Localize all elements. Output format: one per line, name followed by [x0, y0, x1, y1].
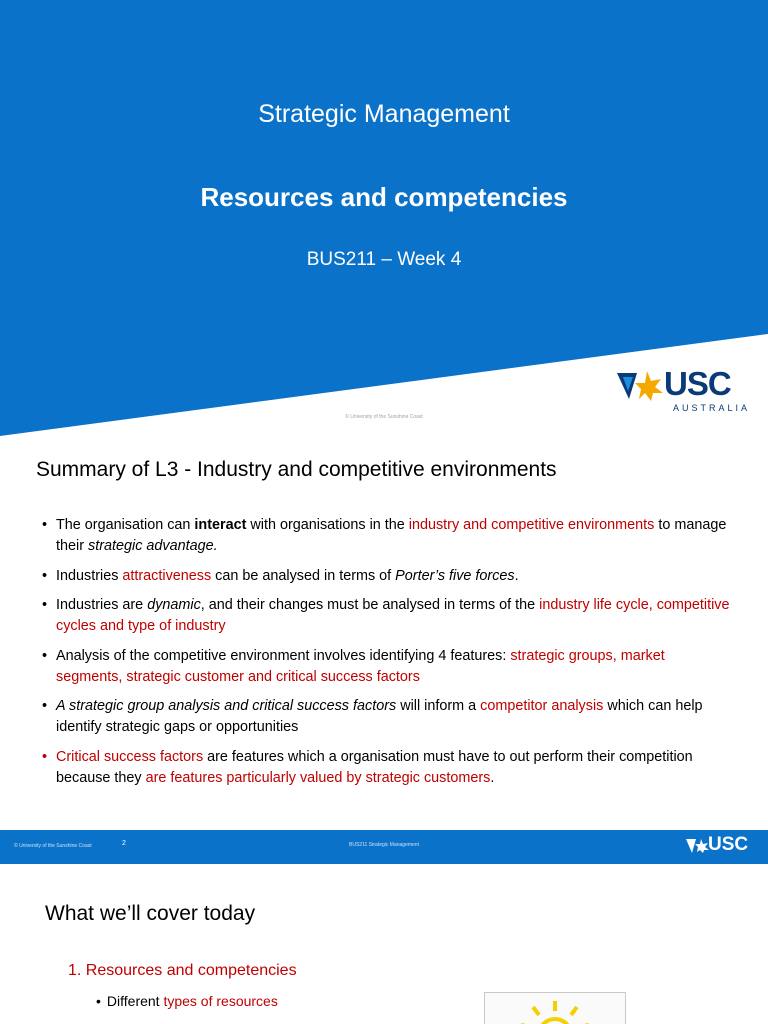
bullet-text-segment: industry life cycle, competitive cycles and type of industry: [56, 597, 730, 634]
slide-footer: [0, 830, 768, 864]
summary-bullet: [44, 696, 734, 738]
sun-icon: [485, 993, 627, 1024]
usc-logo-text: USC: [664, 365, 731, 402]
bullet-text-segment: are features which a organisation must have to out perform their competition because they: [56, 748, 693, 786]
bullet-text-segment: .: [514, 567, 519, 584]
bullet-text-segment: dynamic: [147, 597, 201, 613]
bullet-text-segment: , and their changes must be analysed in terms of the: [200, 597, 540, 613]
summary-bullet: [44, 566, 734, 587]
sun-illustration: [484, 992, 626, 1024]
bullet-text-segment: Industries: [56, 567, 123, 584]
summary-slide: [0, 436, 768, 864]
bullet-text-segment: will inform a: [396, 698, 481, 714]
bullet-text-segment: Critical success factors: [56, 748, 204, 765]
bullet-text-segment: .: [490, 769, 495, 786]
summary-bullet: [44, 515, 734, 557]
bullet-text-segment: The organisation can: [56, 517, 195, 533]
bullet-text-segment: are features particularly valued by strategic customers: [145, 769, 491, 786]
copyright-note: © University of the Sunshine Coast: [345, 414, 423, 420]
summary-bullet: [44, 747, 734, 789]
agenda-item-1: 1. Resources and competencies: [68, 962, 297, 979]
bullet-text-segment: which can help identify strategic gaps or opportunities: [56, 698, 703, 735]
bullet-text-segment: industry and competitive environments: [408, 517, 655, 533]
bullet-text-segment: to manage their: [56, 517, 727, 554]
bullet-text-segment: strategic groups, market segments, strategic customer and critical success factors: [56, 647, 665, 685]
footer-course-name: BUS211 Strategic Management: [349, 842, 419, 848]
footer-page-number: 2: [122, 840, 126, 847]
bullet-icon: •: [42, 597, 48, 613]
bullet-icon: •: [42, 517, 48, 533]
footer-usc-logo-icon: [686, 839, 710, 853]
summary-bullet: [44, 595, 734, 637]
agenda-subitem-highlight: types of resources: [163, 993, 278, 1009]
usc-logo-country: AUSTRALIA: [673, 403, 751, 413]
footer-copyright: © University of the Sunshine Coast: [14, 843, 92, 849]
agenda-slide: [0, 870, 768, 1024]
summary-title: Summary of L3 - Industry and competitive environments: [36, 458, 557, 481]
course-week: BUS211 – Week 4: [306, 249, 462, 270]
presentation-title: Strategic Management: [258, 100, 510, 128]
bullet-text-segment: A strategic group analysis and critical success factors: [56, 698, 397, 714]
bullet-text-segment: can be analysed in terms of: [211, 567, 396, 584]
summary-bullet: [44, 646, 734, 688]
agenda-subitem: [96, 993, 278, 1009]
summary-bullet-list: [44, 515, 734, 797]
bullet-text-segment: Porter’s five forces: [395, 567, 515, 584]
bullet-icon: •: [42, 567, 48, 584]
bullet-icon: •: [42, 647, 48, 664]
presentation-subtitle: Resources and competencies: [200, 182, 568, 212]
bullet-text-segment: Industries are: [56, 597, 148, 613]
footer-usc-logo: [686, 835, 756, 857]
usc-logo-icon: [617, 371, 665, 401]
bullet-text-segment: strategic advantage.: [88, 538, 218, 554]
usc-logo: [617, 365, 751, 413]
footer-usc-logo-text: USC: [708, 834, 749, 855]
bullet-text-segment: Analysis of the competitive environment involves identifying 4 features:: [56, 647, 511, 664]
bullet-text-segment: with organisations in the: [246, 517, 409, 533]
bullet-text-segment: interact: [194, 517, 247, 533]
bullet-icon: •: [96, 993, 101, 1009]
bullet-text-segment: competitor analysis: [480, 698, 604, 714]
agenda-subitem-text: Different: [106, 993, 164, 1009]
bullet-icon: •: [42, 748, 48, 765]
title-slide: [0, 0, 768, 436]
bullet-icon: •: [42, 698, 48, 714]
bullet-text-segment: attractiveness: [122, 567, 212, 584]
agenda-title: What we’ll cover today: [45, 902, 256, 925]
